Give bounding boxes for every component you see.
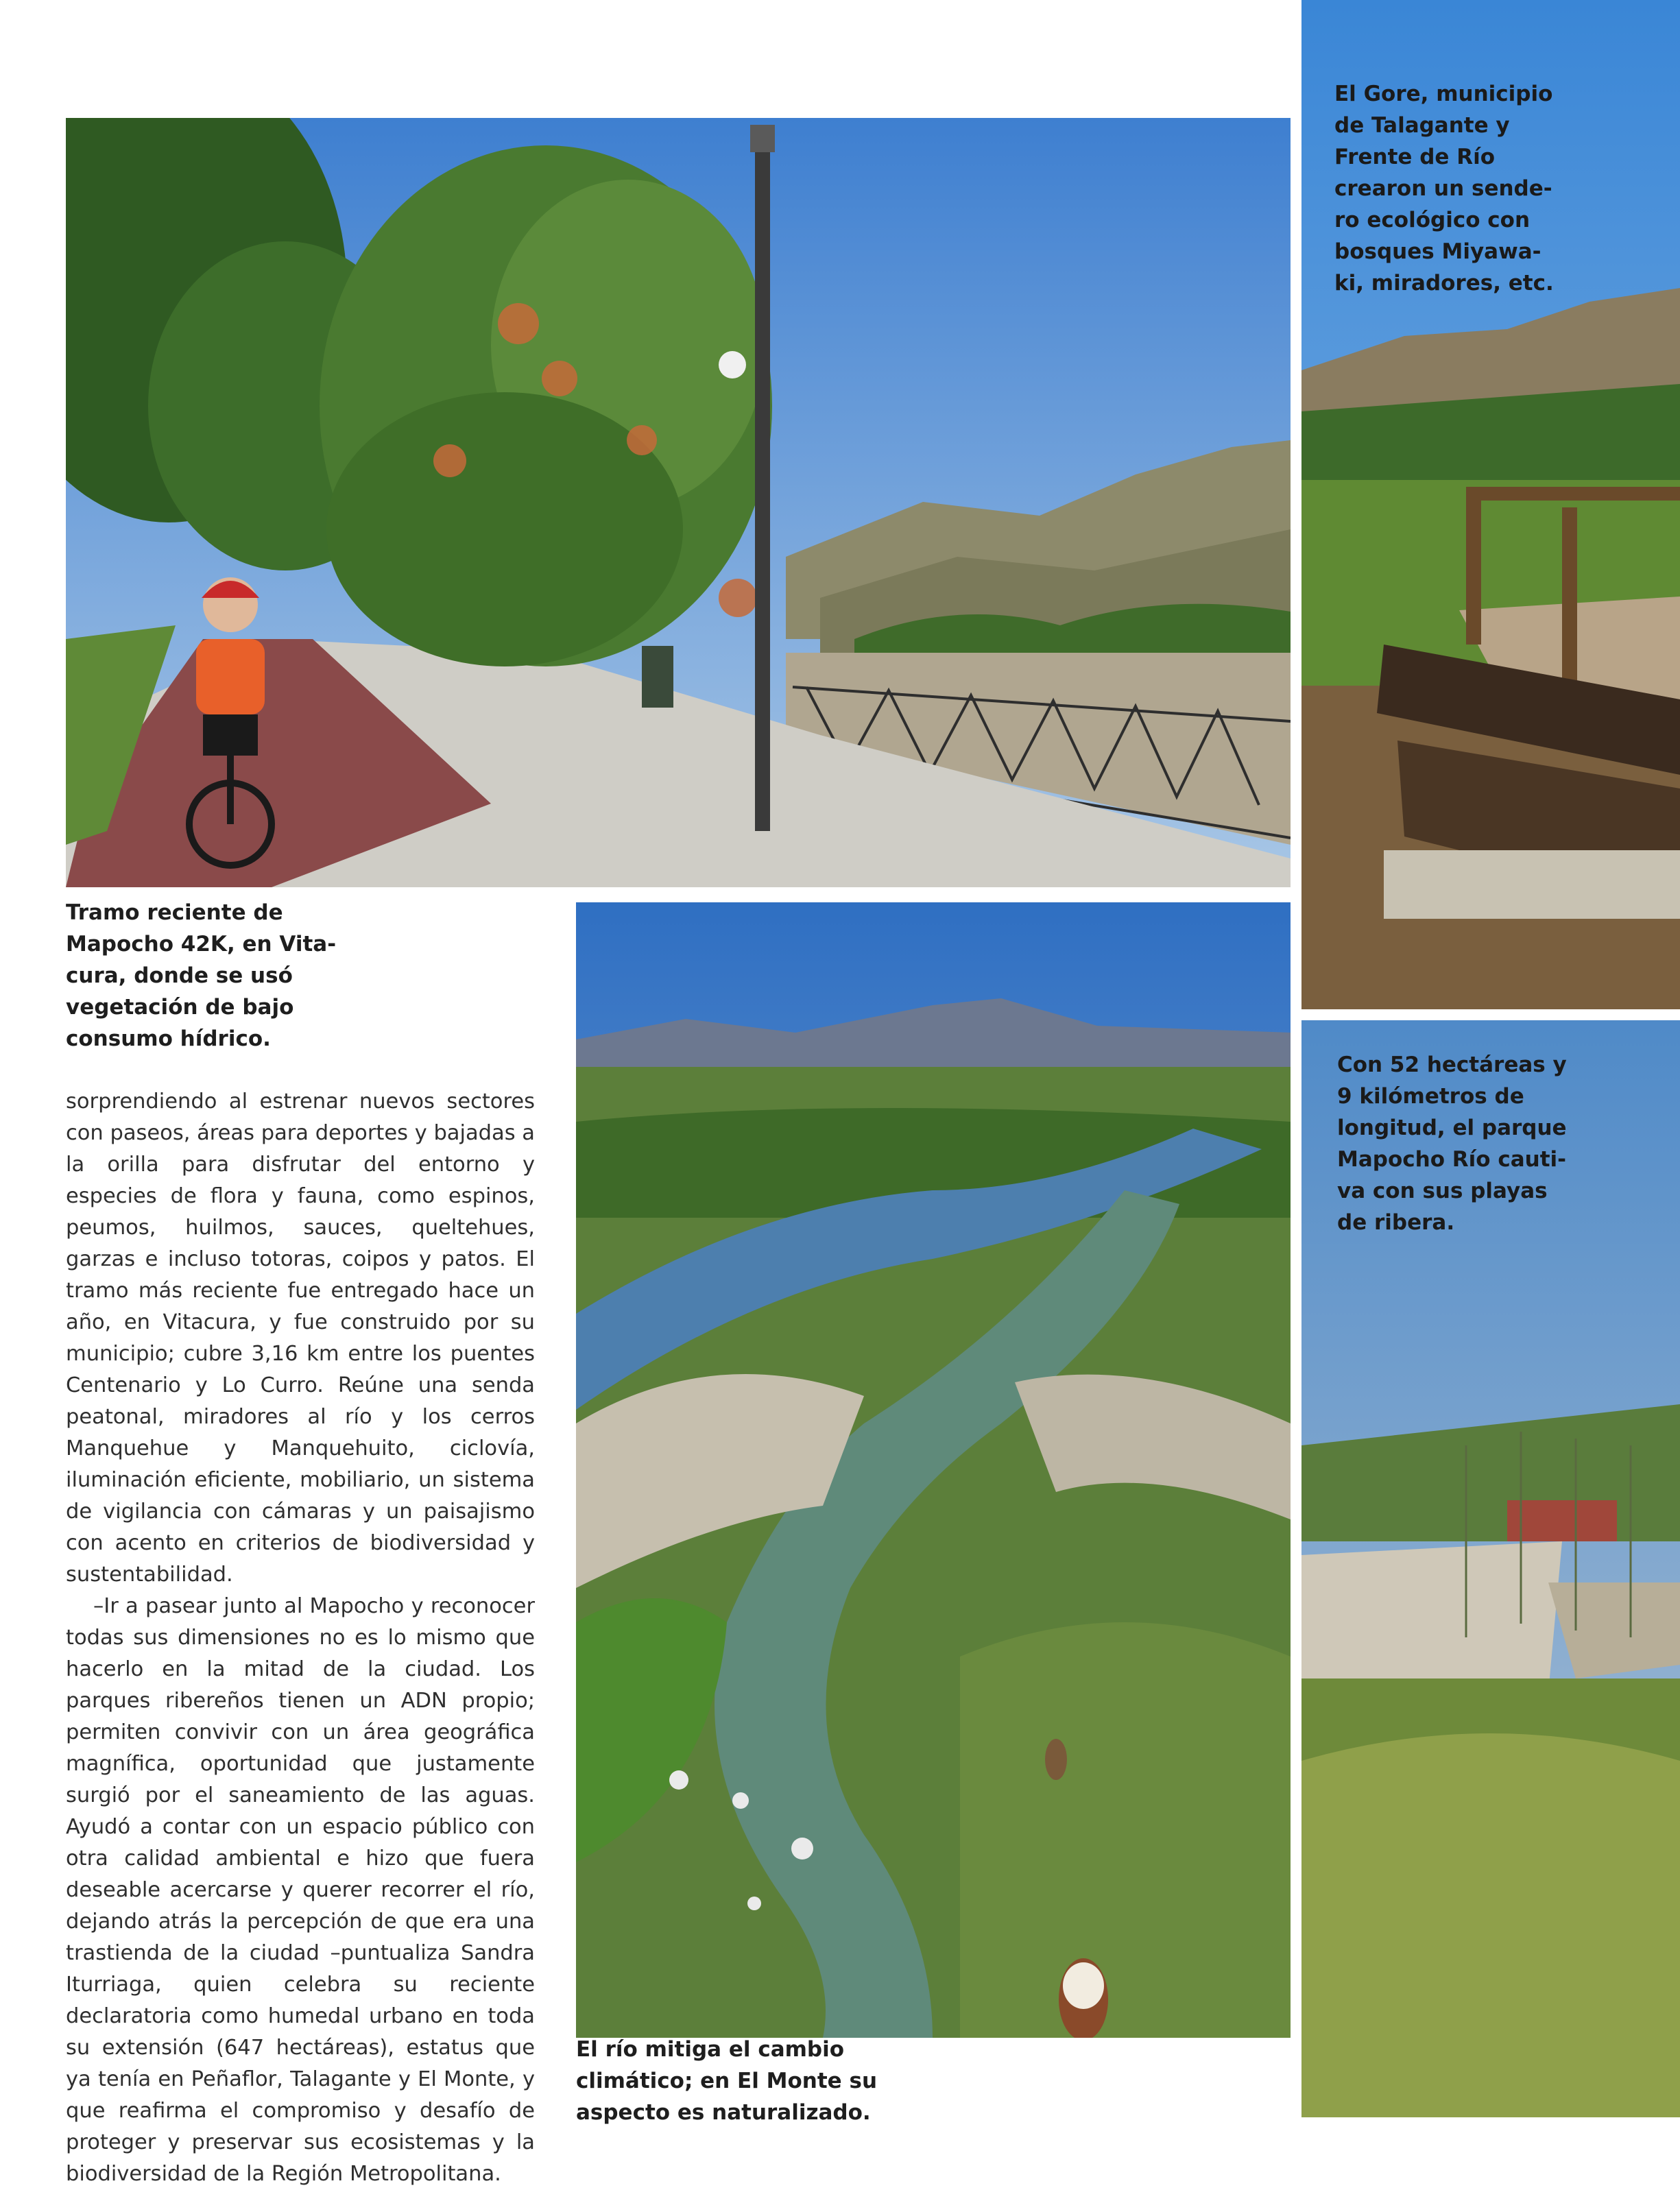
caption-cycle-path: Tramo reciente de Mapocho 42K, en Vita- cura, donde se usó vegetación de bajo consumo hídrico. bbox=[66, 900, 337, 1051]
photo-river bbox=[576, 902, 1291, 2038]
river-illustration bbox=[576, 902, 1291, 2038]
article-paragraph: –Ir a pasear junto al Mapocho y reconocer todas sus dimensiones no es lo mismo que hacerlo en la mitad de la ciudad. Los parques ribereños tienen un ADN propio; permiten convivir con un área geográfica magnífica, oportunidad que justamente surgió por el saneamiento de las aguas. Ayudó a contar con un espacio público con otra calidad ambiental e hizo que fuera deseable acercarse y querer recorrer el río, dejando atrás la percepción de que era una trastienda de la ciudad –puntualiza Sandra Iturriaga, quien celebra su reciente declaratoria como humedal urbano en toda su extensión (647 hectáreas), estatus que ya tenía en Peñaflor, Talagante y El Monte, y que reafirma el compromiso y desafío de proteger y preservar sus ecosistemas y la biodiversidad de la Región Metropolitana. bbox=[66, 1594, 535, 2186]
photo-cycle-path bbox=[66, 118, 1291, 887]
caption-park: Con 52 hectáreas y 9 kilómetros de longitud, el parque Mapocho Río cauti- va con sus playas de ribera. bbox=[1337, 1052, 1567, 1235]
caption-river: El río mitiga el cambio climático; en El Monte su aspecto es naturalizado. bbox=[576, 2037, 878, 2125]
cycle-path-illustration bbox=[66, 118, 1291, 887]
caption-eco-trail: El Gore, municipio de Talagante y Frente de Río crearon un sende- ro ecológico con bosques Miyawa- ki, miradores, etc. bbox=[1334, 82, 1554, 296]
article-body bbox=[66, 1086, 535, 2190]
article-paragraph: sorprendiendo al estrenar nuevos sectores con paseos, áreas para deportes y bajadas a la orilla para disfrutar del entorno y especies de flora y fauna, como espinos, peumos, huilmos, sauces, queltehues, garzas e incluso totoras, coipos y patos. El tramo más reciente fue entregado hace un año, en Vitacura, y fue construido por su municipio; cubre 3,16 km entre los puentes Centenario y Lo Curro. Reúne una senda peatonal, miradores al río y los cerros Manquehue y Manquehuito, ciclovía, iluminación eficiente, mobiliario, un sistema de vigilancia con cámaras y un paisajismo con acento en criterios de biodiversidad y sustentabilidad. bbox=[66, 1090, 535, 1587]
